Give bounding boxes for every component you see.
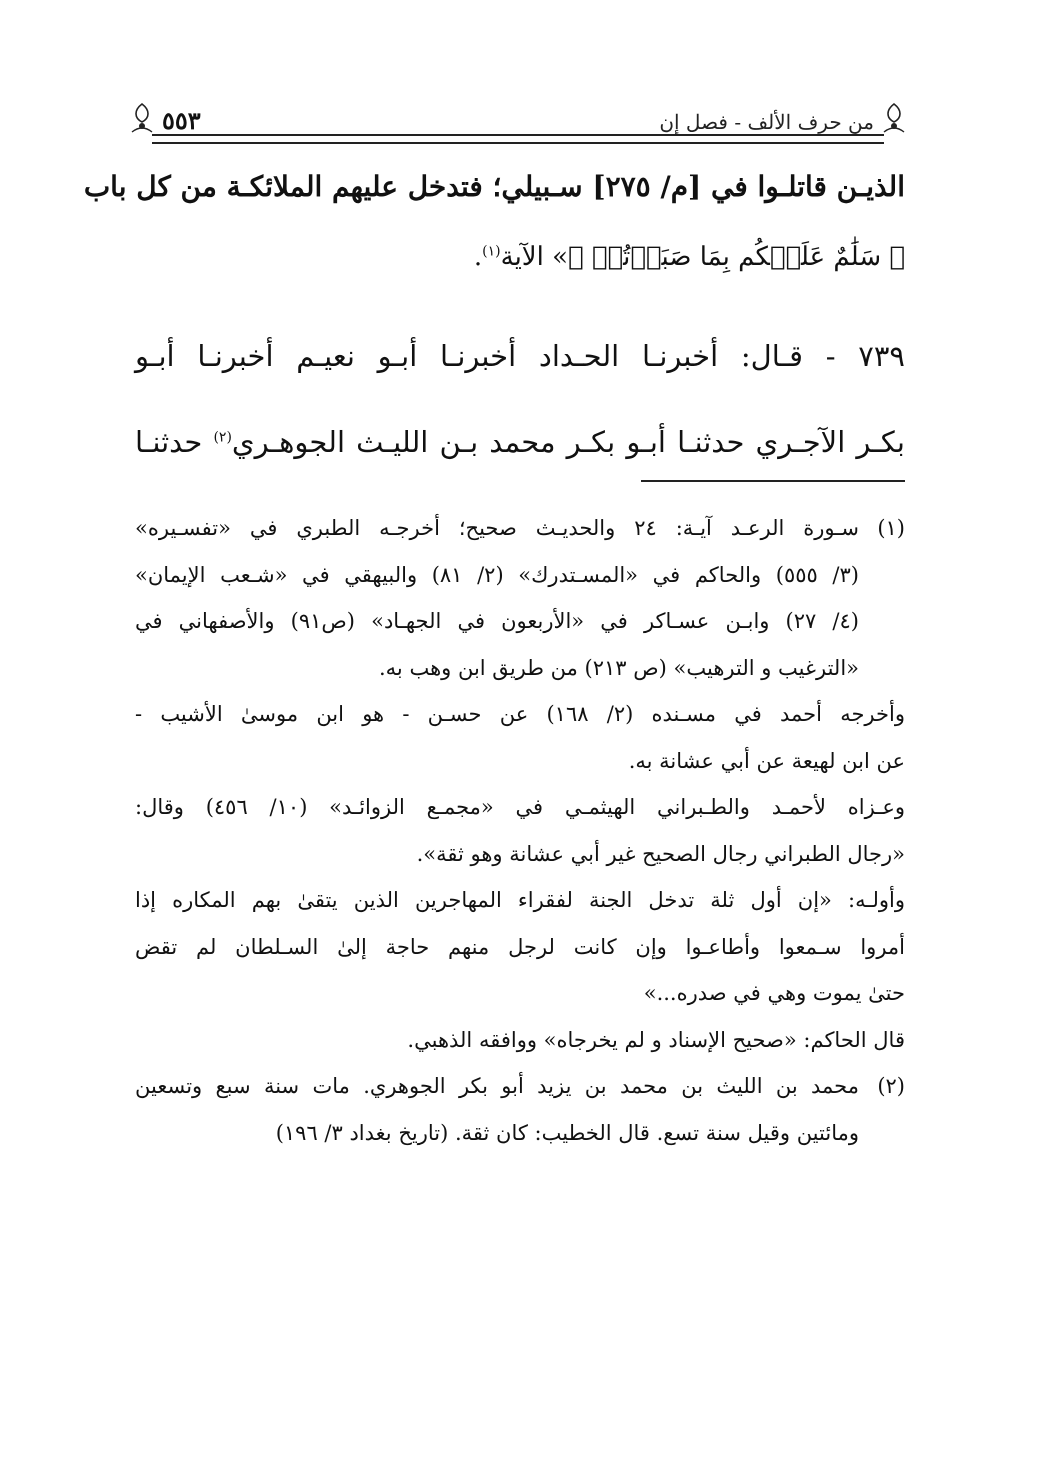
footnote-line: «رجال الطبراني رجال الصحيح غير أبي عشانة وهو ثقة».: [416, 841, 905, 866]
footnote-line: قال الحاكم: «صحيح الإسناد و لم يخرجاه» ووافقه الذهبي.: [407, 1027, 905, 1052]
footnote-line: «الترغيب و الترهيب» (ص ٢١٣) من طريق ابن وهب به.: [379, 655, 859, 680]
footnote-line: وعـزاه لأحمـد والطـبراني الهيثمـي في «مجمـع الزوائـد» (١٠/ ٤٥٦) وقال:: [135, 795, 906, 819]
footnote-line: (١)سـورة الرعـد آيـة: ٢٤ والحديـث صحيح؛ أخرجـه الطبري في «تفسـيره»: [135, 505, 905, 552]
header-title: من حرف الألف - فصل إن: [659, 110, 874, 134]
footnote-marker: (١): [877, 516, 905, 540]
text-line: ٧٣٩ - قـال: أخبرنـا الحـداد أخبرنـا أبـو نعيـم أخبرنـا أبـو: [135, 339, 905, 373]
main-text: [83, 152, 905, 292]
footnote-ref: (١): [482, 243, 501, 260]
hadith-text: [135, 313, 905, 485]
running-header: [128, 100, 908, 140]
text-line: الذيـن قاتلـوا في [م/ ٢٧٥] سـبيلي؛ فتدخل عليهم الملائكـة من كل باب: [83, 170, 905, 203]
footnote-line: (٣/ ٥٥٥) والحاكم في «المسـتدرك» (٢/ ٨١) والبيهقي في «شـعب الإيمان»: [135, 562, 859, 587]
footnote-line: أمروا سـمعوا وأطاعـوا وإن كانت لرجل منهم حاجة إلىٰ السـلطان لم تقض: [135, 934, 905, 959]
ornament-icon: [128, 102, 156, 134]
footnote-line: عن ابن لهيعة عن أبي عشانة به.: [628, 748, 905, 773]
page-number: ٥٥٣: [162, 106, 201, 135]
text-line: ﴿ سَلَٰمٌ عَلَيۡكُم بِمَا صَبَرۡتُمۡ ﴾» الآية$^{(١)}$.: [473, 242, 905, 272]
footnote-marker: (٢): [877, 1074, 905, 1098]
footnote-line: وأخرجه أحمد في مسـنده (٢/ ١٦٨) عن حسـن - هو ابن موسىٰ الأشيب -: [135, 702, 905, 726]
ornament-icon: [880, 102, 908, 134]
footnote-line: (٤/ ٢٧) وابـن عسـاكر في «الأربعون في الجهـاد» (ص٩١) والأصفهاني في: [135, 609, 859, 633]
footnote-ref: (٢): [213, 429, 232, 446]
footnote-separator: [641, 480, 905, 482]
footnote-line: حتىٰ يموت وهي في صدره...»: [643, 981, 905, 1005]
footnote-line: ومائتين وقيل سنة تسع. قال الخطيب: كان ثقة. (تاريخ بغداد ٣/ ١٩٦): [275, 1120, 859, 1145]
footnotes: [135, 505, 905, 1156]
header-rule: [152, 134, 884, 144]
footnote-line: وأولـه: «إن أول ثلة تدخل الجنة لفقراء المهاجرين الذين يتقىٰ بهم المكاره إذا: [135, 888, 905, 912]
text-line: بكـر الآجـري حدثنـا أبـو بكـر محمد بـن الليـث الجوهـري$^{(٢)}$ حدثنـا: [135, 425, 905, 459]
footnote-line: (٢)محمد بن الليث بن محمد بن يزيد أبو بكر الجوهري. مات سنة سبع وتسعين: [135, 1063, 905, 1110]
quran-verse: ﴿ سَلَٰمٌ عَلَيۡكُم بِمَا صَبَرۡتُمۡ ﴾» الآية: [500, 242, 905, 272]
